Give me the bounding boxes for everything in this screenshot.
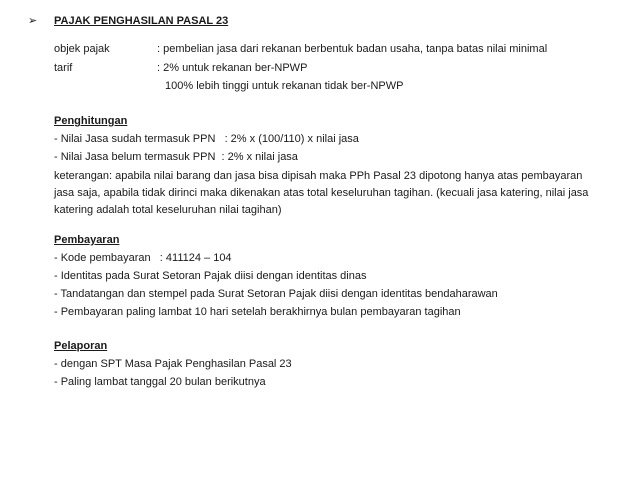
penghitungan-heading: Penghitungan (54, 115, 128, 127)
pelaporan-heading: Pelaporan (54, 340, 108, 352)
tarif-label: tarif (54, 62, 73, 74)
pembayaran-item-3: - Tandatangan dan stempel pada Surat Setoran Pajak diisi dengan identitas bendaharawan (54, 288, 498, 300)
tarif-value-non-npwp: 100% lebih tinggi untuk rekanan tidak ber-NPWP (165, 80, 404, 92)
bullet-arrow-icon: ➢ (28, 15, 38, 27)
penghitungan-line-1: - Nilai Jasa sudah termasuk PPN : 2% x (100/110) x nilai jasa (54, 133, 359, 145)
section-title: PAJAK PENGHASILAN PASAL 23 (54, 15, 229, 27)
pelaporan-item-1: - dengan SPT Masa Pajak Penghasilan Pasal 23 (54, 358, 292, 370)
penghitungan-line-2: - Nilai Jasa belum termasuk PPN : 2% x nilai jasa (54, 151, 298, 163)
objek-value: : pembelian jasa dari rekanan berbentuk badan usaha, tanpa batas nilai minimal (157, 43, 548, 55)
pembayaran-item-1: - Kode pembayaran : 411124 – 104 (54, 252, 232, 264)
tarif-value-npwp: : 2% untuk rekanan ber-NPWP (157, 62, 308, 74)
pelaporan-item-2: - Paling lambat tanggal 20 bulan berikutnya (54, 376, 266, 388)
penghitungan-keterangan: keterangan: apabila nilai barang dan jasa bisa dipisah maka PPh Pasal 23 dipotong hanya atas pembayaran jasa saja, apabila tidak dirinci maka dikenakan atas total keseluruhan tagihan. (kecuali jasa katering, nilai jasa katering adalah total keseluruhan nilai tagihan) (54, 170, 589, 216)
pembayaran-heading: Pembayaran (54, 234, 120, 246)
pembayaran-item-4: - Pembayaran paling lambat 10 hari setelah berakhirnya bulan pembayaran tagihan (54, 306, 461, 318)
objek-label: objek pajak (54, 43, 110, 55)
pembayaran-item-2: - Identitas pada Surat Setoran Pajak diisi dengan identitas dinas (54, 270, 367, 282)
